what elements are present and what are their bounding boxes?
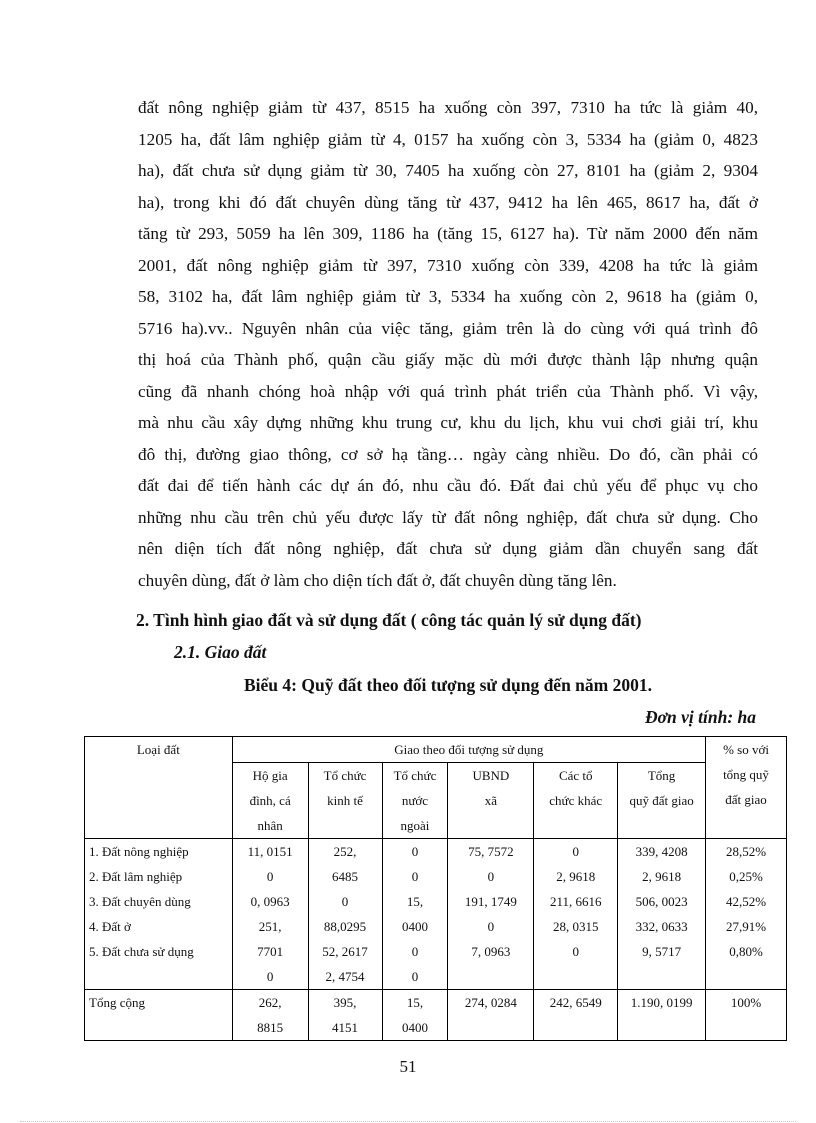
paragraph-line: 5716 ha).vv.. Nguyên nhân của việc tăng, giảm trên là do cùng với quá trình đô: [138, 318, 758, 338]
paragraph-line: 58, 3102 ha, đất lâm nghiệp giảm từ 3, 5334 ha xuống còn 2, 9618 ha (giảm 0,: [138, 287, 758, 306]
table-cell: 0: [487, 919, 495, 934]
total-percent: 100%: [706, 990, 787, 1041]
table-caption: Biểu 4: Quỹ đất theo đối tượng sử dụng đến năm 2001.: [244, 675, 652, 695]
paragraph-line: đô thị, đường giao thông, cơ sở hạ tầng… ngày càng nhiều. Do đó, cần phải có: [138, 444, 758, 464]
paragraph-line: những nhu cầu trên chủ yếu được lấy từ đất nông nghiệp, đất chưa sử dụng. Cho: [138, 507, 758, 527]
table-cell: 75, 7572: [468, 844, 514, 859]
paragraph-line: chuyên dùng, đất ở làm cho diện tích đất ở, đất chuyên dùng tăng lên.: [138, 570, 617, 590]
header-commune-committee: UBND xã: [448, 763, 534, 839]
total-fund-values: [618, 839, 706, 990]
table-header-row: [85, 737, 787, 763]
total-economic-org: 395, 4151: [308, 990, 382, 1041]
table-cell: 0: [411, 969, 419, 984]
table-cell: 0,80%: [729, 944, 763, 959]
row-label: 2. Đất lâm nghiệp: [89, 869, 183, 884]
table-cell: 6485: [332, 869, 359, 884]
row-label: 1. Đất nông nghiệp: [89, 844, 189, 859]
economic-org-values: [308, 839, 382, 990]
paragraph-line: đất đai để tiến hành các dự án đó, nhu cầu đó. Đất đai chủ yếu để phục vụ cho: [138, 476, 758, 495]
table-cell: 0: [266, 969, 274, 984]
paragraph-line: mà nhu cầu xây dựng những khu trung cư, khu du lịch, khu vui chơi giải trí, khu: [138, 413, 758, 432]
total-fund: 1.190, 0199: [618, 990, 706, 1041]
table-cell: 0: [572, 844, 579, 859]
header-economic-org: Tổ chức kinh tế: [308, 763, 382, 839]
table-cell: 0: [266, 869, 274, 884]
table-cell: 15,: [406, 894, 424, 909]
table-cell: 7701: [257, 944, 284, 959]
table-cell: 52, 2617: [322, 944, 368, 959]
row-label: 3. Đất chuyên dùng: [89, 894, 191, 909]
table-cell: 0: [487, 869, 495, 884]
table-cell: 28, 0315: [552, 919, 599, 934]
total-foreign-org: 15, 0400: [382, 990, 448, 1041]
table-cell: 252,: [333, 844, 357, 859]
table-cell: 27,91%: [725, 919, 767, 934]
total-household: 262, 8815: [232, 990, 308, 1041]
table-cell: 0: [572, 944, 579, 959]
paragraph-line: cũng đã nhanh chóng hoà nhập với quá trình phát triển của Thành phố. Vì vậy,: [138, 381, 758, 401]
table-cell: 0: [341, 894, 349, 909]
table-body-row: [85, 839, 787, 990]
table-cell: 251,: [258, 919, 282, 934]
header-foreign-org: Tổ chức nước ngoài: [382, 763, 448, 839]
total-other-org: 242, 6549: [534, 990, 618, 1041]
table-cell: 191, 1749: [464, 894, 517, 909]
subsection-heading: 2.1. Giao đất: [174, 642, 267, 662]
table-cell: 0, 0963: [250, 894, 290, 909]
row-label: 4. Đất ở: [89, 919, 131, 934]
paragraph-line: đất nông nghiệp giảm từ 437, 8515 ha xuống còn 397, 7310 ha tức là giảm 40,: [138, 98, 758, 117]
table-total-row: [85, 990, 787, 1041]
table-cell: 7, 0963: [471, 944, 511, 959]
table-cell: 9, 5717: [642, 944, 682, 959]
body-paragraph: [138, 92, 758, 596]
commune-committee-values: [448, 839, 534, 990]
table-cell: 2, 9618: [556, 869, 596, 884]
table-cell: 332, 0633: [635, 919, 688, 934]
paragraph-line: tăng từ 293, 5059 ha lên 309, 1186 ha (tăng 15, 6127 ha). Từ năm 2000 đến năm: [138, 224, 758, 243]
page-number: 51: [399, 1057, 417, 1076]
footer-divider: [20, 1121, 796, 1122]
table-cell: 2, 9618: [642, 869, 682, 884]
percent-values: [706, 839, 787, 990]
header-total-fund: Tổng quỹ đất giao: [618, 763, 706, 839]
table-cell: 0,25%: [729, 869, 763, 884]
table-cell: 42,52%: [725, 894, 767, 909]
header-household: Hộ gia đình, cá nhân: [232, 763, 308, 839]
header-percent: % so với tổng quỹ đất giao: [706, 737, 787, 839]
table-cell: 339, 4208: [635, 844, 688, 859]
other-org-values: [534, 839, 618, 990]
table-cell: 211, 6616: [549, 894, 602, 909]
table-cell: 0400: [401, 919, 428, 934]
row-label: 5. Đất chưa sử dụng: [89, 944, 194, 959]
foreign-org-values: [382, 839, 448, 990]
header-other-org: Các tổ chức khác: [534, 763, 618, 839]
header-land-type: Loại đất: [85, 737, 233, 839]
paragraph-line: ha), đất chưa sử dụng giảm từ 30, 7405 ha xuống còn 27, 8101 ha (giảm 2, 9304: [138, 161, 758, 180]
table-cell: 0: [411, 844, 419, 859]
table-cell: 2, 4754: [325, 969, 365, 984]
household-values: [232, 839, 308, 990]
table-cell: 88,0295: [323, 919, 367, 934]
table-cell: 28,52%: [725, 844, 767, 859]
land-allocation-table: [84, 736, 787, 1041]
row-labels-cell: [85, 839, 233, 990]
table-cell: 0: [411, 944, 419, 959]
table-cell: 506, 0023: [635, 894, 688, 909]
total-label: Tổng cộng: [85, 990, 233, 1041]
total-commune-committee: 274, 0284: [448, 990, 534, 1041]
section-heading: 2. Tình hình giao đất và sử dụng đất ( công tác quản lý sử dụng đất): [136, 610, 642, 630]
paragraph-line: 1205 ha, đất lâm nghiệp giảm từ 4, 0157 ha xuống còn 3, 5334 ha (giảm 0, 4823: [138, 129, 758, 149]
table-cell: 11, 0151: [247, 844, 293, 859]
paragraph-line: 2001, đất nông nghiệp giảm từ 397, 7310 xuống còn 339, 4208 ha tức là giảm: [138, 255, 758, 275]
header-allocation-group: Giao theo đối tượng sử dụng: [232, 737, 705, 763]
unit-label: Đơn vị tính: ha: [644, 707, 756, 727]
paragraph-line: nên diện tích đất nông nghiệp, đất chưa sử dụng giảm dần chuyển sang đất: [138, 539, 758, 558]
table-cell: 0: [411, 869, 419, 884]
paragraph-line: ha), trong khi đó đất chuyên dùng tăng từ 437, 9412 ha lên 465, 8617 ha, đất ở: [138, 192, 758, 212]
paragraph-line: thị hoá của Thành phố, quận cầu giấy mặc dù mới được thành lập nhưng quận: [138, 350, 758, 369]
